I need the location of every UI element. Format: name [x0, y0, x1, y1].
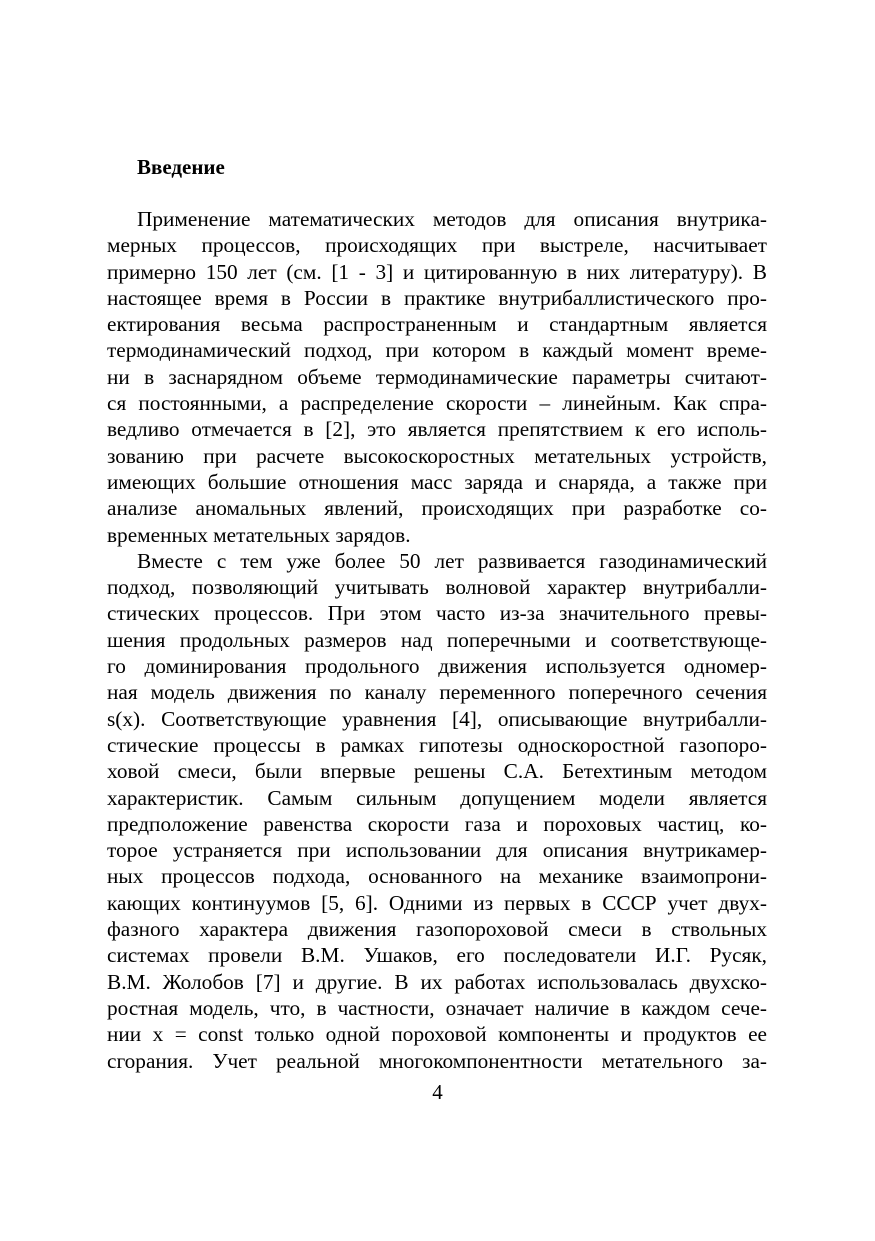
text-line: ведливо отмечается в [2], это является препятствием к его исполь-: [107, 417, 767, 442]
text-line: предположение равенства скорости газа и пороховых частиц, ко-: [107, 811, 767, 836]
text-line: торое устраняется при использовании для описания внутрикамер-: [107, 838, 767, 863]
text-line: сгорания. Учет реальной многокомпонентности метательного за-: [107, 1048, 767, 1073]
text-line: термодинамический подход, при котором в каждый момент време-: [107, 338, 767, 363]
text-line: ся постоянными, а распределение скорости – линейным. Как спра-: [107, 391, 767, 416]
body-text: [107, 206, 767, 1074]
page-number: 4: [432, 1080, 443, 1104]
text-line: примерно 150 лет (см. [1 - 3] и цитированную в них литературу). В: [107, 259, 767, 284]
text-line: подход, позволяющий учитывать волновой характер внутрибалли-: [107, 575, 767, 600]
text-line: ных процессов подхода, основанного на механике взаимопрони-: [107, 864, 767, 889]
text-line: ная модель движения по каналу переменного поперечного сечения: [107, 680, 767, 705]
text-line: Применение математических методов для описания внутрика-: [137, 207, 767, 231]
section-heading: Введение: [137, 155, 225, 179]
text-line: характеристик. Самым сильным допущением модели является: [107, 785, 767, 810]
text-line: ховой смеси, были впервые решены С.А. Бетехтиным методом: [107, 759, 767, 784]
text-line: мерных процессов, происходящих при выстреле, насчитывает: [107, 233, 767, 258]
text-line: зованию при расчете высокоскоростных метательных устройств,: [107, 443, 767, 468]
text-line: s(x). Соответствующие уравнения [4], описывающие внутрибалли-: [107, 706, 767, 731]
text-line: системах провели В.М. Ушаков, его последователи И.Г. Русяк,: [107, 943, 767, 968]
text-line: Вместе с тем уже более 50 лет развивается газодинамический: [137, 548, 767, 573]
text-line: В.М. Жолобов [7] и другие. В их работах использовалась двухско-: [107, 969, 767, 994]
text-line: го доминирования продольного движения используется одномер-: [107, 654, 767, 679]
text-line: кающих континуумов [5, 6]. Одними из первых в СССР учет двух-: [107, 890, 767, 915]
text-line: анализе аномальных явлений, происходящих при разработке со-: [107, 496, 767, 521]
text-line: ни в заснарядном объеме термодинамические параметры считают-: [107, 364, 767, 389]
text-line: нии x = const только одной пороховой компоненты и продуктов ее: [107, 1022, 767, 1047]
text-line: временных метательных зарядов.: [107, 522, 411, 547]
text-line: ектирования весьма распространенным и стандартным является: [107, 312, 767, 337]
text-line: стических процессов. При этом часто из-за значительного превы-: [107, 601, 767, 626]
text-line: настоящее время в России в практике внутрибаллистического про-: [107, 285, 767, 310]
text-line: шения продольных размеров над поперечными и соответствующе-: [107, 627, 767, 652]
text-line: ростная модель, что, в частности, означает наличие в каждом сече-: [107, 995, 767, 1020]
text-line: стические процессы в рамках гипотезы односкоростной газопоро-: [107, 732, 767, 757]
text-line: имеющих большие отношения масс заряда и снаряда, а также при: [107, 469, 767, 494]
text-line: фазного характера движения газопороховой смеси в ствольных: [107, 917, 767, 942]
